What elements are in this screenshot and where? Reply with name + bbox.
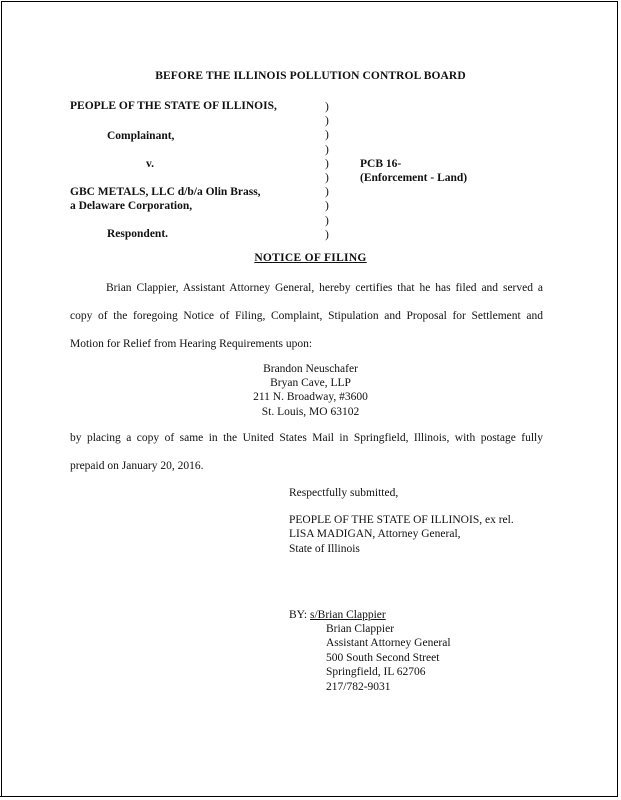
defendant-name: GBC METALS, LLC d/b/a Olin Brass, [70, 186, 261, 198]
caption-parenthesis: ) [325, 200, 329, 213]
caption-parenthesis: ) [325, 186, 329, 199]
body-paragraph-line: Brian Clappier, Assistant Attorney General, hereby certifies that he has filed and served a [106, 282, 543, 294]
signer-city: Springfield, IL 62706 [326, 666, 426, 679]
by-label: BY: [289, 609, 308, 621]
caption-parenthesis: ) [325, 115, 329, 128]
defendant-description: a Delaware Corporation, [70, 200, 193, 212]
versus-label: v. [146, 158, 154, 170]
footer-rule [0, 796, 258, 797]
party-line: PEOPLE OF THE STATE OF ILLINOIS, ex rel. [289, 514, 514, 526]
body-paragraph-line: copy of the foregoing Notice of Filing, Complaint, Stipulation and Proposal for Settlement and [70, 310, 543, 322]
body-paragraph-line: Motion for Relief from Hearing Requirements upon: [70, 338, 313, 350]
case-type: (Enforcement - Land) [360, 172, 468, 184]
party-line: LISA MADIGAN, Attorney General, [289, 528, 461, 541]
caption-parenthesis: ) [325, 172, 329, 185]
body-paragraph-line: by placing a copy of same in the United States Mail in Springfield, Illinois, with postage fully [70, 432, 543, 444]
caption-parenthesis-column [325, 100, 329, 242]
recipient-street: 211 N. Broadway, #3600 [253, 391, 368, 404]
recipient-firm: Bryan Cave, LLP [270, 377, 351, 390]
signature-line [289, 608, 430, 622]
caption-parenthesis: ) [325, 143, 329, 156]
board-title: BEFORE THE ILLINOIS POLLUTION CONTROL BOARD [155, 70, 466, 82]
recipient-name: Brandon Neuschafer [263, 363, 358, 375]
closing-text: Respectfully submitted, [289, 487, 399, 499]
party-line: State of Illinois [289, 542, 360, 555]
signer-street: 500 South Second Street [326, 651, 440, 664]
caption-parenthesis: ) [325, 129, 329, 142]
signature-name: s/Brian Clappier [310, 609, 386, 621]
caption-parenthesis: ) [325, 101, 329, 113]
signer-name: Brian Clappier [326, 623, 395, 635]
party-block [289, 513, 514, 556]
case-number: PCB 16- [360, 158, 402, 170]
recipient-city: St. Louis, MO 63102 [261, 405, 360, 418]
caption-parenthesis: ) [325, 214, 329, 227]
caption-parenthesis: ) [325, 157, 329, 170]
defendant-role: Respondent. [107, 228, 169, 240]
signer-phone: 217/782-9031 [326, 680, 391, 693]
signer-block [326, 622, 451, 694]
signer-title: Assistant Attorney General [326, 637, 451, 650]
notice-title: NOTICE OF FILING [254, 252, 367, 264]
plaintiff-role: Complainant, [107, 130, 175, 142]
caption-parenthesis: ) [325, 228, 329, 241]
body-paragraph-line: prepaid on January 20, 2016. [70, 460, 204, 472]
recipient-address [0, 362, 621, 419]
plaintiff-name: PEOPLE OF THE STATE OF ILLINOIS, [70, 100, 277, 112]
